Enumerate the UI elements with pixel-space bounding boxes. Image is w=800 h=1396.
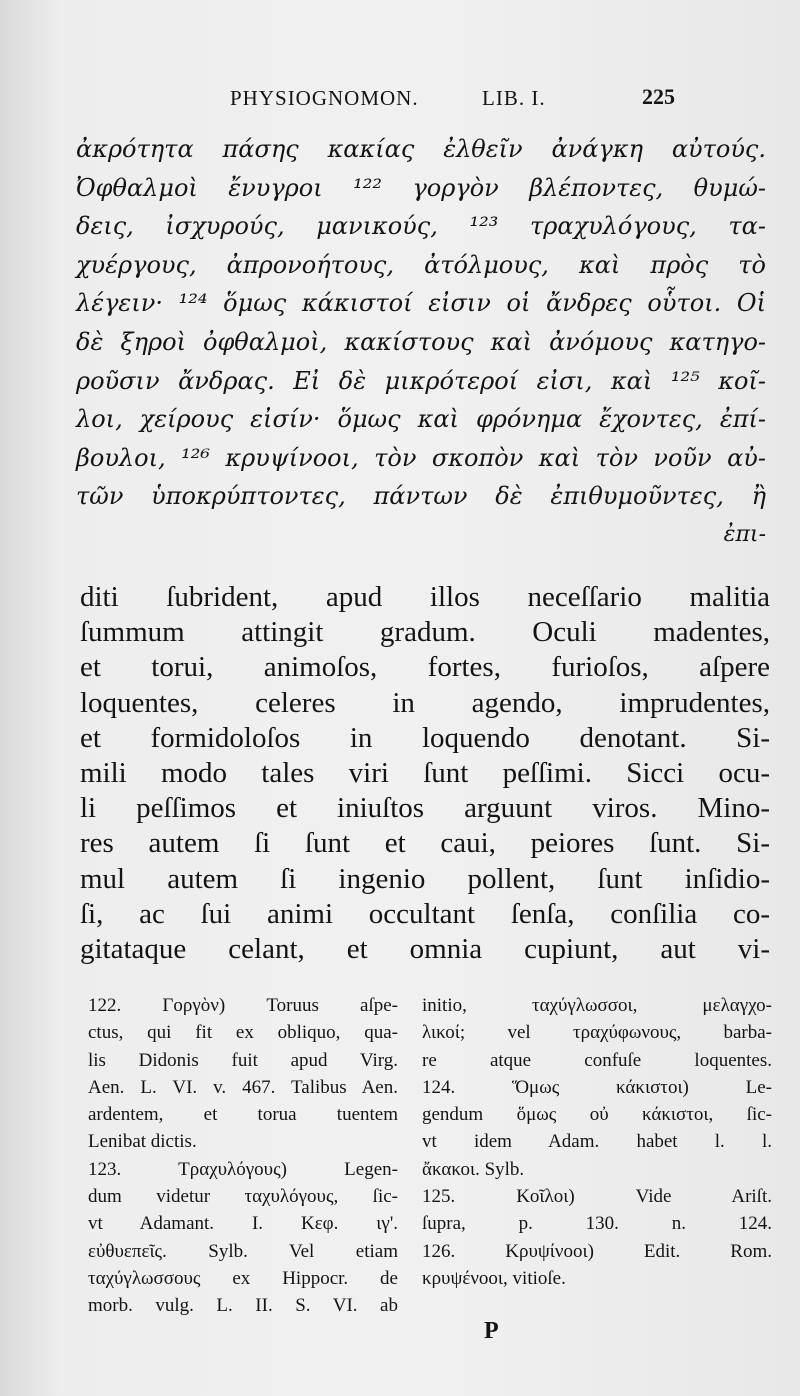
running-title: PHYSIOGNOMON. xyxy=(230,86,419,110)
footnote-line: 122. Γοργὸν) Toruus aſpe- xyxy=(88,995,398,1016)
greek-line: ἀκρότητα πάσης κακίας ἐλθεῖν ἀνάγκη αὐτούς. xyxy=(76,135,766,163)
latin-line: li peſſimos et iniuſtos arguunt viros. Mino- xyxy=(80,792,770,825)
latin-line: ſi, ac ſui animi occultant ſenſa, conſilia co- xyxy=(80,897,770,930)
book-number: LIB. I. xyxy=(482,86,546,110)
greek-line: δὲ ξηροὶ ὀφθαλμοὶ, κακίστους καὶ ἀνόμους κατηγο- xyxy=(76,327,766,356)
footnote-line: vt Adamant. I. Κεφ. ιγ'. xyxy=(88,1213,398,1235)
greek-line: ροῦσιν ἄνδρας. Εἰ δὲ μικρότεροί εἰσι, καὶ ¹²⁵ κοῖ- xyxy=(76,366,766,395)
latin-line: mili modo tales viri ſunt peſſimi. Sicci ocu- xyxy=(80,756,770,789)
footnote-line: 124. Ὅμως κάκιστοι) Le- xyxy=(422,1076,772,1098)
footnote-line: dum videtur ταχυλόγους, ſic- xyxy=(88,1186,398,1208)
footnote-line: Aen. L. VI. v. 467. Talibus Aen. xyxy=(88,1076,398,1098)
latin-line: ſummum attingit gradum. Oculi madentes, xyxy=(80,616,770,649)
latin-line: et torui, animoſos, fortes, furioſos, aſpere xyxy=(80,651,770,684)
footnote-line: ταχύγλωσσους ex Hippocr. de xyxy=(88,1267,398,1289)
greek-line: δεις, ἰσχυρούς, μανικούς, ¹²³ τραχυλόγους, τα- xyxy=(76,212,766,241)
footnote-line: morb. vulg. L. II. S. VI. ab xyxy=(88,1295,398,1317)
page-header xyxy=(230,82,770,116)
latin-line: et formidoloſos in loquendo denotant. Si- xyxy=(80,721,770,754)
latin-line: loquentes, celeres in agendo, imprudentes, xyxy=(80,686,770,719)
footnotes-left-column xyxy=(88,992,398,1320)
page-number: 225 xyxy=(642,84,675,109)
footnote-line: 123. Τραχυλόγους) Legen- xyxy=(88,1158,398,1180)
greek-text-block xyxy=(76,130,766,555)
greek-catchword: ἐπι- xyxy=(723,521,766,547)
footnote-line: 125. Κοῖλοι) Vide Ariſt. xyxy=(422,1186,772,1208)
footnote-line: ἄκακοι. Sylb. xyxy=(422,1158,525,1180)
footnote-line: κρυψένοοι, vitioſe. xyxy=(422,1267,566,1289)
greek-line: βουλοι, ¹²⁶ κρυψίνοοι, τὸν σκοπὸν καὶ τὸν νοῦν αὐ- xyxy=(76,443,766,472)
greek-line: χυέργους, ἀπρονοήτους, ἀτόλμους, καὶ πρὸς τὸ xyxy=(76,250,766,279)
footnote-line: vt idem Adam. habet l. l. xyxy=(422,1131,772,1153)
latin-line: diti ſubrident, apud illos neceſſario malitia xyxy=(80,581,770,613)
latin-text-block xyxy=(80,580,770,967)
greek-line: λέγειν· ¹²⁴ ὅμως κάκιστοί εἰσιν οἱ ἄνδρες οὗτοι. Οἱ xyxy=(76,289,766,318)
footnote-line: initio, ταχύγλωσσοι, μελαγχο- xyxy=(422,995,772,1016)
footnote-line: lis Didonis fuit apud Virg. xyxy=(88,1049,398,1071)
latin-line: res autem ſi ſunt et caui, peiores ſunt. Si- xyxy=(80,827,770,860)
greek-line: τῶν ὑποκρύπτοντες, πάντων δὲ ἐπιθυμοῦντες, ἢ xyxy=(76,482,766,511)
footnote-line: λικοί; vel τραχύφωνους, barba- xyxy=(422,1022,772,1044)
footnote-line: ctus, qui fit ex obliquo, qua- xyxy=(88,1022,398,1044)
footnotes-right-column xyxy=(422,992,772,1292)
footnote-line: εὐθυεπεῖς. Sylb. Vel etiam xyxy=(88,1240,398,1262)
latin-line: gitataque celant, et omnia cupiunt, aut vi- xyxy=(80,932,770,965)
footnote-line: ardentem, et torua tuentem xyxy=(88,1104,398,1126)
latin-line: mul autem ſi ingenio pollent, ſunt inſidio- xyxy=(80,862,770,895)
footnote-line: ſupra, p. 130. n. 124. xyxy=(422,1213,772,1235)
signature-mark: P xyxy=(484,1318,499,1344)
greek-line: Ὀφθαλμοὶ ἔνυγροι ¹²² γοργὸν βλέποντες, θυμώ- xyxy=(76,173,766,202)
footnote-line: 126. Κρυψίνοοι) Edit. Rom. xyxy=(422,1240,772,1262)
footnote-line: Lenibat dictis. xyxy=(88,1131,197,1153)
footnote-line: gendum ὅμως οὐ κάκιστοι, ſic- xyxy=(422,1104,772,1126)
footnote-line: re atque confuſe loquentes. xyxy=(422,1049,772,1071)
greek-line: λοι, χείρους εἰσίν· ὅμως καὶ φρόνημα ἔχοντες, ἐπί- xyxy=(76,405,766,434)
